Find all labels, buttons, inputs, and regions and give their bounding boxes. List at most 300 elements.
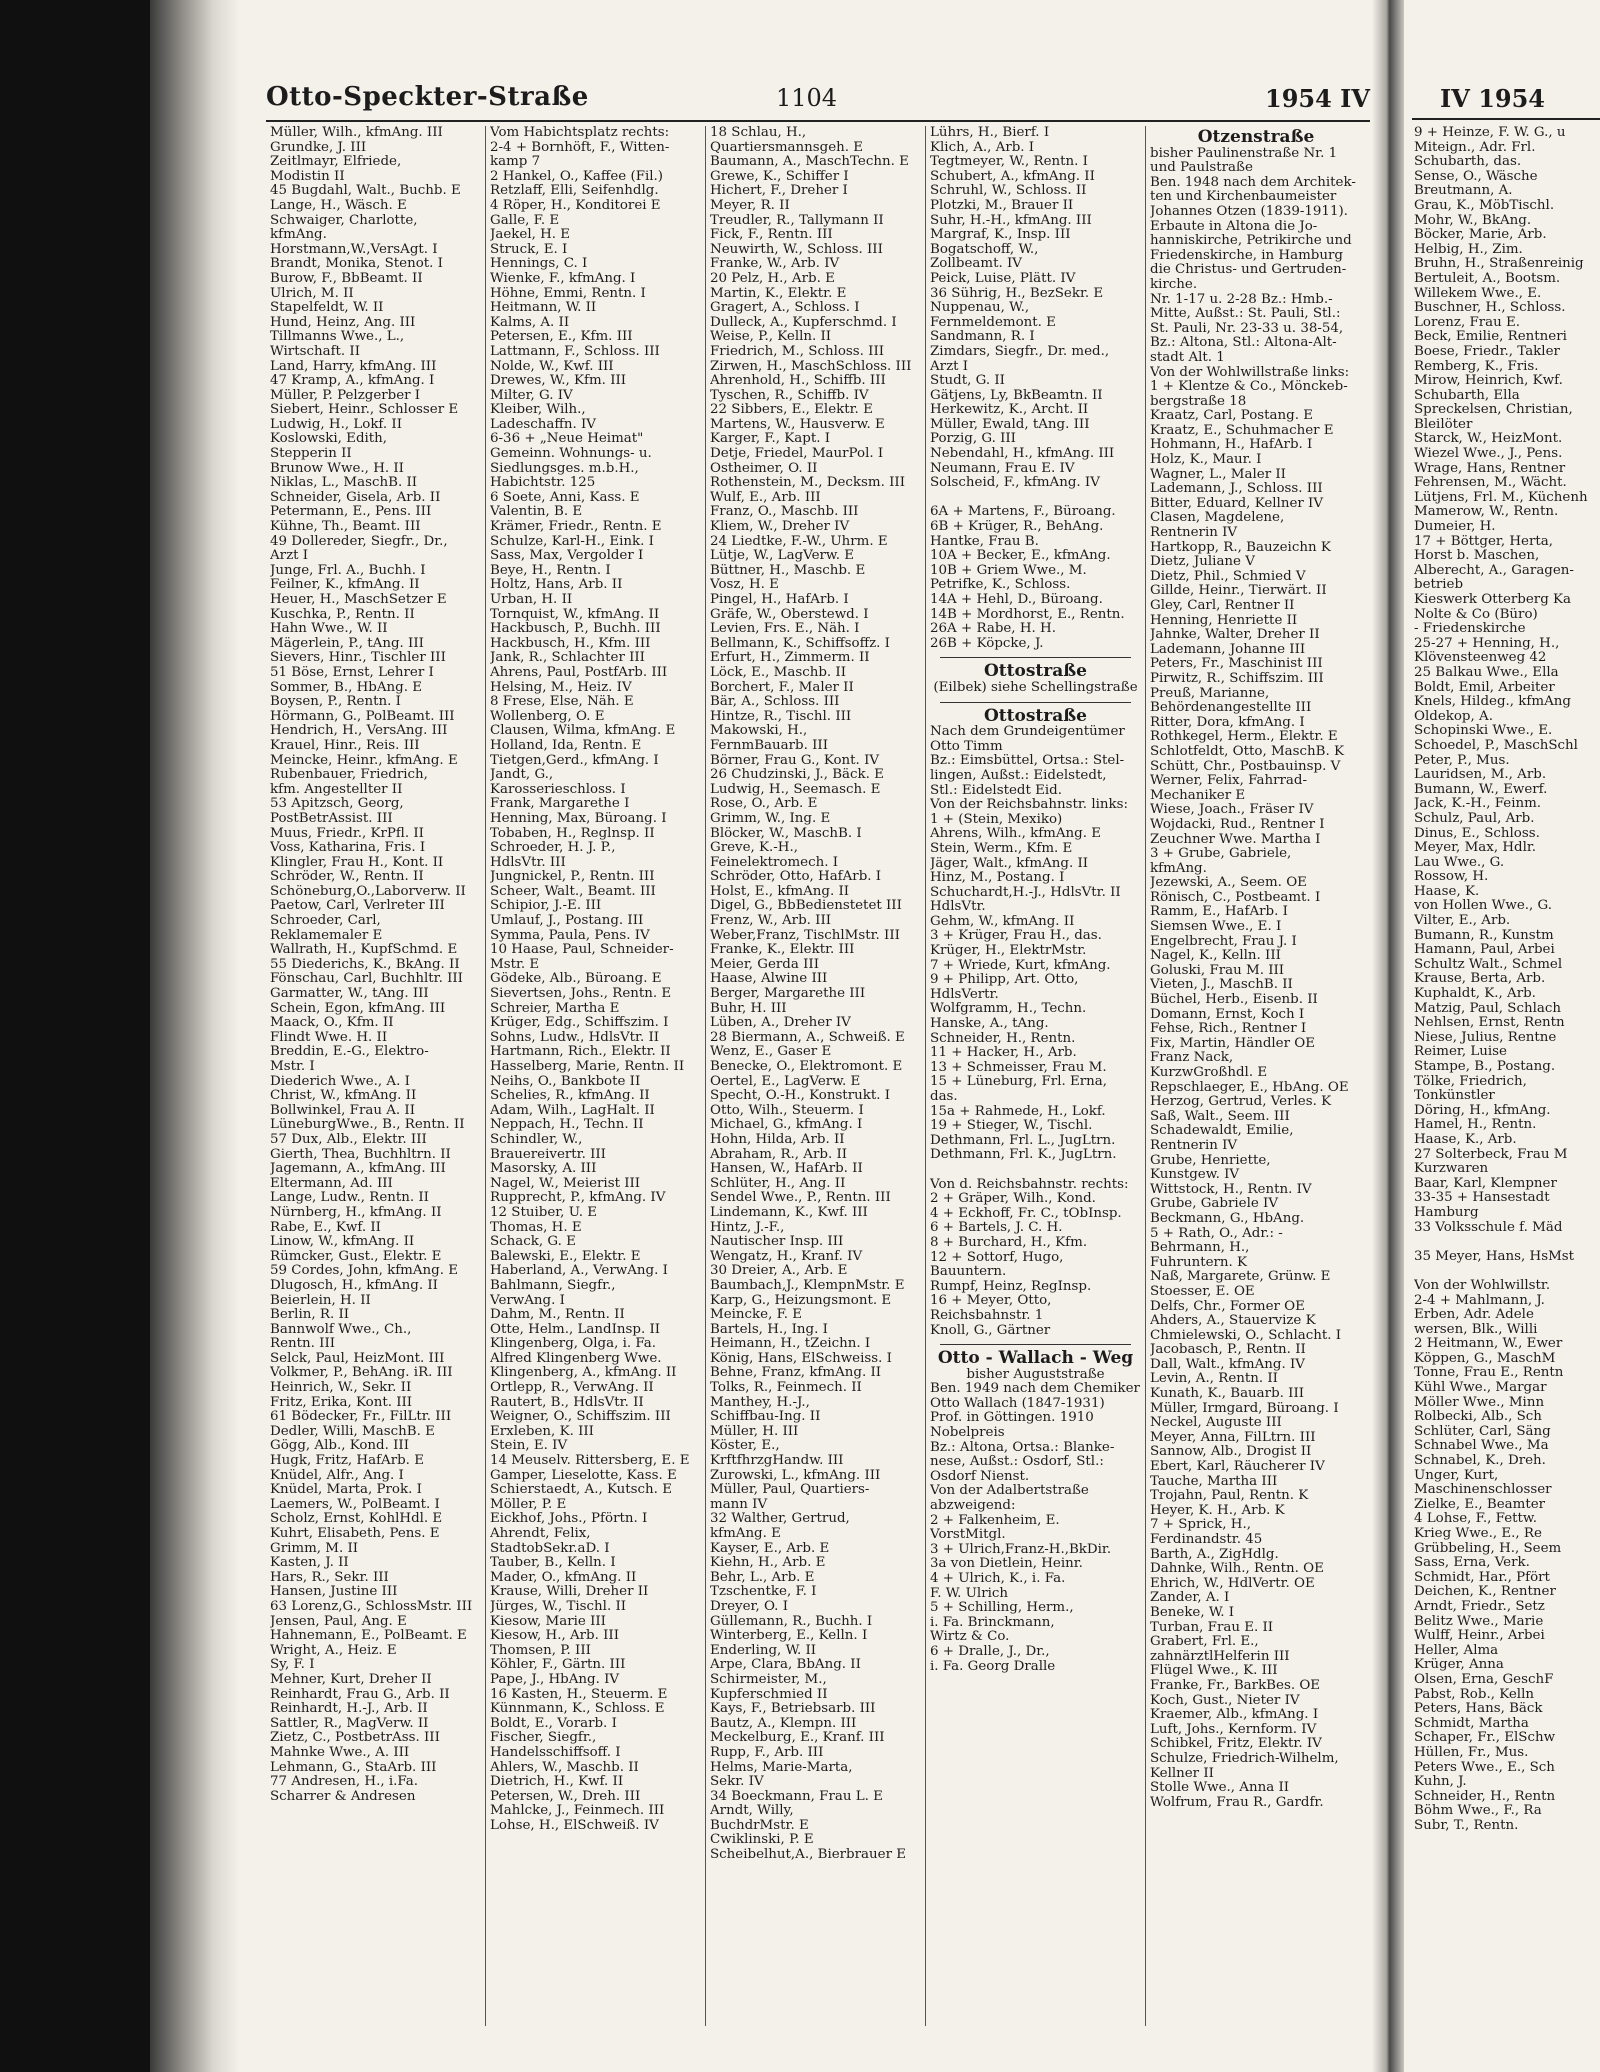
directory-entry: Heller, Alma [1414, 1643, 1499, 1658]
directory-entry: Feinelektromech. I [710, 855, 839, 870]
directory-entry: 3 + Grube, Gabriele, [1150, 847, 1292, 862]
directory-entry: Alberecht, A., Garagen- [1414, 563, 1574, 578]
directory-entry: Remberg, K., Fris. [1414, 359, 1539, 374]
directory-entry: Grimm, M. II [270, 1541, 359, 1556]
directory-entry: Stein, E. IV [490, 1439, 568, 1454]
directory-entry: Junge, Frl. A., Buchh. I [270, 563, 426, 578]
directory-entry: Schmidt, Martha [1414, 1716, 1529, 1731]
directory-entry: HdlsVertr. [930, 987, 999, 1002]
directory-entry: Sense, O., Wäsche [1414, 169, 1538, 184]
column-1 [266, 126, 486, 2026]
directory-entry: Rautert, B., HdlsVtr. II [490, 1395, 644, 1410]
directory-entry: Wolfrum, Frau R., Gardfr. [1150, 1795, 1324, 1810]
directory-entry: Hendrich, H., VersAng. III [270, 724, 448, 739]
directory-entry: Grube, Henriette, [1150, 1153, 1271, 1168]
directory-entry: Kays, F., Betriebsarb. III [710, 1702, 876, 1717]
directory-entry: i. Fa. Brinckmann, [930, 1615, 1055, 1630]
directory-entry: Nobelpreis [930, 1426, 1005, 1441]
directory-entry: betrieb [1414, 578, 1464, 593]
directory-page [242, 70, 1370, 2030]
directory-entry: Schierstaedt, A., Kutsch. E [490, 1483, 672, 1498]
directory-entry: Behördenangestellte III [1150, 701, 1312, 716]
directory-entry: lingen, Außst.: Eidelstedt, [930, 768, 1107, 783]
directory-entry: StadtobSekr.aD. I [490, 1541, 610, 1556]
directory-entry: 25 Balkau Wwe., Ella [1414, 665, 1559, 680]
directory-entry: Kieswerk Otterberg Ka [1414, 593, 1572, 607]
directory-entry: 26A + Rabe, H. H. [930, 622, 1056, 637]
directory-entry: Retzlaff, Elli, Seifenhdlg. [490, 184, 659, 199]
directory-entry: Levien, Frs. E., Näh. I [710, 622, 860, 637]
directory-entry: Breutmann, A. [1414, 184, 1513, 199]
directory-entry: Reimer, Luise [1414, 1045, 1507, 1060]
directory-entry: 2-4 + Mahlmann, J. [1414, 1293, 1545, 1308]
directory-entry: stadt Alt. 1 [1150, 350, 1225, 365]
directory-entry: Mstr. I [270, 1060, 315, 1074]
directory-entry: Oldekop, A. [1414, 709, 1493, 724]
directory-entry: Diederich Wwe., A. I [270, 1074, 410, 1089]
directory-entry: 63 Lorenz,G., SchlossMstr. III [270, 1599, 473, 1614]
directory-entry: Martin, K., Elektr. E [710, 286, 847, 301]
directory-entry: Dietz, Juliane V [1150, 555, 1255, 570]
directory-entry: Hintz, J.-F., [710, 1220, 785, 1235]
directory-entry: Zielke, E., Beamter [1414, 1497, 1546, 1512]
directory-entry: Wojdacki, Rud., Rentner I [1150, 817, 1325, 832]
directory-entry: Köhler, F., Gärtn. III [490, 1658, 626, 1673]
directory-entry: Stapelfeldt, W. II [270, 301, 384, 316]
directory-entry: 10 Haase, Paul, Schneider- [490, 943, 674, 958]
directory-entry: Wienke, F., kfmAng. I [490, 271, 636, 286]
directory-entry: Ladeschaffn. IV [490, 417, 596, 432]
directory-entry: Wulf, E., Arb. III [710, 490, 821, 505]
directory-entry: Olsen, Erna, GeschF [1414, 1672, 1554, 1687]
directory-entry: Otto Timm [930, 739, 1003, 754]
directory-entry: St. Pauli, Nr. 23-33 u. 38-54, [1150, 321, 1344, 336]
directory-entry: Mstr. E [490, 957, 540, 972]
directory-entry: Rabe, E., Kwf. II [270, 1220, 381, 1235]
directory-entry: 11 + Hacker, H., Arb. [930, 1046, 1077, 1061]
directory-entry: Buhr, H. III [710, 1001, 787, 1016]
directory-entry: Friedenskirche, in Hamburg [1150, 248, 1343, 263]
directory-entry: Gemeinn. Wohnungs- u. [490, 447, 652, 462]
directory-entry: Holst, E., kfmAng. II [710, 884, 850, 899]
directory-entry: Galle, F. E [490, 213, 560, 228]
directory-entry: Kliem, W., Dreher IV [710, 520, 850, 535]
directory-entry: Belitz Wwe., Marie [1414, 1614, 1544, 1629]
directory-entry: Ahrenhold, H., Schiffb. III [710, 374, 886, 389]
directory-entry: Barth, A., ZigHdlg. [1150, 1547, 1279, 1562]
directory-entry: Martens, W., Hausverw. E [710, 417, 885, 432]
directory-entry: Mahnke Wwe., A. III [270, 1745, 410, 1760]
directory-entry: Garmatter, W., tAng. III [270, 987, 429, 1002]
directory-entry: bisher Paulinenstraße Nr. 1 [1150, 146, 1338, 161]
directory-entry: Weber,Franz, TischlMstr. III [710, 928, 900, 943]
directory-entry: Ben. 1948 nach dem Architek- [1150, 175, 1356, 190]
directory-entry: Bogatschoff, W., [930, 242, 1039, 257]
directory-entry: Haase, Alwine III [710, 972, 828, 987]
directory-entry: Stein, Werm., Kfm. E [930, 841, 1073, 856]
directory-entry: Heyer, K. H., Arb. K [1150, 1503, 1285, 1518]
directory-entry: Sass, Erna, Verk. [1414, 1556, 1530, 1571]
directory-entry: 36 Sührig, H., BezSekr. E [930, 286, 1104, 301]
directory-entry: Hintze, R., Tischl. III [710, 709, 852, 724]
directory-entry: Plotzki, M., Brauer II [930, 198, 1074, 213]
directory-entry: Gierth, Thea, Buchhltrn. II [270, 1147, 451, 1162]
directory-entry: Börner, Frau G., Kont. IV [710, 753, 880, 768]
directory-entry: Meier, Gerda III [710, 957, 819, 972]
directory-entry: Schneider, Gisela, Arb. II [270, 490, 441, 505]
directory-entry: Schultz Walt., Schmel [1414, 957, 1563, 972]
directory-entry: Voss, Katharina, Fris. I [270, 841, 426, 856]
directory-entry: Holland, Ida, Rentn. E [490, 738, 642, 753]
directory-entry: Rolbecki, Alb., Sch [1414, 1410, 1542, 1425]
directory-entry: Rentnerin IV [1150, 526, 1238, 541]
directory-entry: FernmBauarb. III [710, 738, 828, 753]
directory-entry: Franke, W., Arb. IV [710, 257, 840, 272]
directory-entry: Flindt Wwe. H. II [270, 1030, 388, 1045]
directory-entry: Saß, Walt., Seem. III [1150, 1109, 1290, 1124]
directory-entry: Tauche, Martha III [1150, 1474, 1278, 1489]
directory-entry: Karp, G., Heizungsmont. E [710, 1293, 892, 1308]
directory-entry: Stoesser, E. OE [1150, 1284, 1255, 1299]
directory-entry: Breddin, E.-G., Elektro- [270, 1045, 429, 1060]
directory-entry: Tauber, B., Kelln. I [490, 1556, 616, 1571]
directory-entry: Suhr, H.-H., kfmAng. III [930, 213, 1092, 228]
directory-entry: Petersen, W., Dreh. III [490, 1789, 641, 1804]
directory-entry: Naß, Margarete, Grünw. E [1150, 1270, 1331, 1285]
directory-entry: Dlugosch, H., kfmAng. II [270, 1278, 438, 1293]
directory-entry: Zurowski, L., kfmAng. III [710, 1468, 881, 1483]
directory-entry: Turban, Frau E. II [1150, 1620, 1274, 1635]
directory-entry: Starck, W., HeizMont. [1414, 432, 1563, 447]
directory-entry: Schindler, W., [490, 1132, 583, 1147]
column-4 [926, 126, 1146, 2026]
directory-entry: Manthey, H.-J., [710, 1395, 810, 1410]
directory-entry: Eickhof, Johs., Pförtn. I [490, 1512, 648, 1527]
directory-entry: Dinus, E., Schloss. [1414, 826, 1540, 841]
directory-entry: Böhm Wwe., F., Ra [1414, 1804, 1542, 1819]
directory-entry: Bollwinkel, Frau A. II [270, 1103, 415, 1118]
directory-entry: Tonkünstler [1414, 1089, 1495, 1104]
directory-entry: Dedler, Willi, MaschB. E [270, 1424, 435, 1439]
directory-entry: 16 + Meyer, Otto, [930, 1294, 1052, 1309]
directory-entry: 33 Volksschule f. Mäd [1414, 1220, 1563, 1235]
directory-entry: 34 Boeckmann, Frau L. E [710, 1789, 883, 1804]
directory-entry: Johannes Otzen (1839-1911). [1150, 204, 1348, 219]
directory-entry: Herkewitz, K., Archt. II [930, 403, 1089, 418]
directory-entry: Jäger, Walt., kfmAng. II [930, 856, 1089, 871]
directory-entry: Schneider, H., Rentn [1414, 1789, 1556, 1804]
directory-entry: Jack, K.-H., Feinm. [1414, 797, 1542, 812]
directory-entry: Winterberg, E., Kelln. I [710, 1629, 868, 1644]
directory-entry: Sannow, Alb., Drogist II [1150, 1445, 1312, 1460]
directory-entry: Fix, Martin, Händler OE [1150, 1036, 1316, 1051]
directory-entry: kfmAng. [270, 228, 327, 243]
column-5 [1146, 126, 1366, 2026]
directory-entry: Borchert, F., Maler II [710, 680, 854, 695]
directory-entry: BuchdrMstr. E [710, 1818, 809, 1833]
directory-entry: 14B + Mordhorst, E., Rentn. [930, 607, 1125, 622]
directory-entry: Flügel Wwe., K. III [1150, 1664, 1278, 1679]
directory-entry: von Hollen Wwe., G. [1414, 899, 1553, 914]
directory-entry: Erxleben, K. III [490, 1424, 594, 1439]
directory-entry: Heitmann, W. II [490, 301, 597, 316]
directory-entry: Weigner, O., Schiffszim. III [490, 1410, 671, 1425]
directory-entry: Gley, Carl, Rentner II [1150, 599, 1295, 613]
directory-entry: Helsing, M., Heiz. IV [490, 680, 632, 695]
directory-entry: Rose, O., Arb. E [710, 797, 818, 812]
directory-entry: Stepperin II [270, 447, 352, 462]
directory-entry: und Paulstraße [1150, 161, 1253, 176]
directory-entry: kamp 7 [490, 155, 541, 170]
directory-entry: Feilner, K., kfmAng. II [270, 578, 420, 593]
directory-entry: Krause, Willi, Dreher II [490, 1585, 649, 1600]
directory-entry: Hackbusch, P., Buchh. III [490, 622, 661, 637]
directory-entry: Specht, O.-H., Konstrukt. I [710, 1089, 891, 1104]
directory-entry: Schroeder, Carl, [270, 914, 381, 929]
directory-entry: Siedlungsges. m.b.H., [490, 461, 639, 476]
directory-entry: Bahlmann, Siegfr., [490, 1278, 616, 1293]
directory-entry: Willekem Wwe., E. [1414, 286, 1542, 301]
directory-entry: Oertel, E., LagVerw. E [710, 1074, 861, 1089]
directory-entry: Reichsbahnstr. 1 [930, 1308, 1044, 1323]
directory-entry: Schreier, Martha E [490, 1001, 620, 1016]
directory-entry: Büttner, H., Maschb. E [710, 563, 866, 578]
directory-entry: Neuwirth, W., Schloss. III [710, 242, 883, 257]
directory-entry: Bertuleit, A., Bootsm. [1414, 271, 1561, 286]
directory-entry: Ahrens, Paul, PostfArb. III [490, 665, 668, 680]
directory-entry: Wirtz & Co. [930, 1630, 1010, 1645]
directory-entry: Hohmann, H., HafArb. I [1150, 438, 1313, 453]
directory-entry: Erbaute in Altona die Jo- [1150, 219, 1318, 234]
directory-entry: Scheer, Walt., Beamt. III [490, 884, 656, 899]
directory-entry: Gräfe, W., Oberstewd. I [710, 607, 869, 622]
directory-entry: Kraatz, E., Schuhmacher E [1150, 423, 1334, 438]
directory-entry: Müller, Irmgard, Büroang. I [1150, 1401, 1339, 1416]
directory-entry: Ludwig, H., Lokf. II [270, 417, 403, 432]
directory-entry: Krüger, H., ElektrMstr. [930, 944, 1087, 959]
directory-entry: Schoedel, P., MaschSchl [1414, 738, 1578, 753]
directory-entry: Prof. in Göttingen. 1910 [930, 1411, 1094, 1426]
directory-entry: Arzt I [930, 359, 969, 374]
directory-entry: Neumann, Frau E. IV [930, 461, 1075, 476]
directory-entry: 9 + Philipp, Art. Otto, [930, 973, 1079, 988]
directory-entry: Preuß, Marianne, [1150, 686, 1270, 701]
directory-entry: Volkmer, P., BehAng. iR. III [270, 1366, 453, 1381]
directory-entry: Kuschka, P., Rentn. II [270, 607, 415, 622]
directory-entry: Delfs, Chr., Former OE [1150, 1299, 1305, 1314]
directory-entry: Ebert, Karl, Räucherer IV [1150, 1460, 1325, 1475]
directory-entry: Dietz, Phil., Schmied V [1150, 569, 1306, 584]
directory-entry: abzweigend: [930, 1499, 1016, 1514]
directory-entry: Schlüter, H., Ang. II [710, 1176, 846, 1191]
directory-entry: Scheibelhut,A., Bierbrauer E [710, 1848, 906, 1863]
directory-entry: Rümcker, Gust., Elektr. E [270, 1249, 442, 1264]
directory-entry: Wiese, Joach., Fräser IV [1150, 803, 1314, 818]
directory-entry: Ulrich, M. II [270, 286, 354, 301]
directory-entry: Lademann, J., Schloss. III [1150, 482, 1323, 497]
directory-entry: Berger, Margarethe III [710, 987, 866, 1002]
directory-entry: Matzig, Paul, Schlach [1414, 1001, 1561, 1016]
directory-entry: Hennings, C. I [490, 257, 588, 272]
directory-entry: Stampe, B., Postang. [1414, 1060, 1556, 1074]
directory-entry: Balewski, E., Elektr. E [490, 1249, 641, 1264]
directory-entry: Schroeder, H. J. P., [490, 841, 616, 856]
directory-entry: Paetow, Carl, Verlreter III [270, 899, 445, 914]
directory-entry: Bauuntern. [930, 1265, 1007, 1280]
directory-entry: Klich, A., Arb. I [930, 140, 1035, 155]
directory-entry: Bruhn, H., Straßenreinig [1414, 257, 1584, 272]
directory-entry: Rumpf, Heinz, RegInsp. [930, 1279, 1092, 1294]
book-gutter [1372, 0, 1404, 2072]
directory-entry: Ortlepp, R., VerwAng. II [490, 1381, 654, 1396]
directory-entry: Ahrendt, Felix, [490, 1527, 591, 1541]
directory-entry: Enderling, W. II [710, 1643, 817, 1658]
directory-entry: Lohse, H., ElSchweiß. IV [490, 1818, 659, 1833]
directory-entry: Levin, A., Rentn. II [1150, 1372, 1278, 1387]
directory-entry: Gögg, Alb., Kond. III [270, 1439, 409, 1454]
directory-entry: Krauel, Hinr., Reis. III [270, 738, 420, 753]
directory-entry: 20 Pelz, H., Arb. E [710, 271, 835, 286]
directory-entry: Boldt, Emil, Arbeiter [1414, 680, 1555, 695]
directory-entry: Arzt I [270, 549, 309, 564]
directory-entry: 6 + Dralle, J., Dr., [930, 1644, 1050, 1659]
directory-entry: Meyer, Max, Hdlr. [1414, 841, 1537, 856]
directory-entry: Grewe, K., Schiffer I [710, 169, 849, 184]
directory-entry: 10B + Griem Wwe., M. [930, 563, 1087, 578]
directory-entry: Knoll, G., Gärtner [930, 1323, 1051, 1338]
directory-entry: Lademann, Johanne III [1150, 642, 1306, 657]
directory-entry: Hamburg [1414, 1205, 1479, 1220]
directory-entry: Nach dem Grundeigentümer [930, 725, 1125, 740]
directory-entry: Bz.: Eimsbüttel, Ortsa.: Stel- [930, 754, 1125, 769]
directory-entry: 3 + Krüger, Frau H., das. [930, 929, 1102, 944]
directory-entry: Grimm, W., Ing. E [710, 811, 831, 826]
directory-entry [1414, 1235, 1600, 1250]
directory-entry: KrftfhrzgHandw. III [710, 1454, 844, 1469]
directory-entry: Meyer, R. II [710, 198, 790, 213]
directory-entry: Frenz, W., Arb. III [710, 914, 832, 929]
directory-entry: Handelsschiffsoff. I [490, 1745, 621, 1760]
directory-entry: Brandt, Monika, Stenot. I [270, 257, 443, 272]
directory-entry: Petersen, E., Kfm. III [490, 330, 633, 345]
directory-entry: Baumbach,J., KlempnMstr. E [710, 1278, 905, 1293]
directory-entry: 2 Hankel, O., Kaffee (Fil.) [490, 169, 664, 184]
directory-entry: Unger, Kurt, [1414, 1468, 1499, 1483]
directory-entry: Lattmann, F., Schloss. III [490, 344, 660, 359]
directory-entry: Dahnke, Wilh., Rentn. OE [1150, 1562, 1324, 1577]
directory-entry: 2 + Gräper, Wilh., Kond. [930, 1192, 1096, 1207]
directory-entry: Dietrich, H., Kwf. II [490, 1775, 624, 1790]
directory-entry: Franz Nack, [1150, 1051, 1234, 1066]
directory-entry: Mitte, Außst.: St. Pauli, Stl.: [1150, 307, 1341, 322]
directory-entry: Döring, H., kfmAng. [1414, 1103, 1551, 1118]
directory-entry: Siemsen Wwe., E. I [1150, 920, 1282, 935]
directory-entry: Fehrensen, M., Wächt. [1414, 476, 1567, 491]
directory-entry: 6A + Martens, F., Büroang. [930, 505, 1116, 520]
directory-entry: Höhne, Emmi, Rentn. I [490, 286, 646, 301]
directory-entry: Linow, W., kfmAng. II [270, 1235, 415, 1250]
directory-entry: PostBetrAssist. III [270, 811, 393, 826]
directory-entry: Mechaniker E [1150, 788, 1246, 803]
directory-entry: Nebendahl, H., kfmAng. III [930, 447, 1115, 462]
directory-entry: HdlsVtr. III [490, 855, 566, 870]
directory-entry: Friedrich, M., Schloss. III [710, 344, 885, 359]
directory-entry: Heinrich, W., Sekr. II [270, 1381, 412, 1396]
directory-entry: Mohr, W., BkAng. [1414, 213, 1532, 228]
directory-entry: 9 + Heinze, F. W. G., u [1414, 126, 1566, 140]
directory-entry: Benecke, O., Elektromont. E [710, 1060, 903, 1074]
directory-entry: Michael, G., kfmAng. I [710, 1118, 863, 1133]
directory-entry: 5 + Rath, O., Adr.: - [1150, 1226, 1283, 1241]
directory-entry: Nuppenau, W., [930, 301, 1030, 316]
directory-entry: Struck, E. I [490, 242, 568, 257]
directory-entry: Peick, Luise, Plätt. IV [930, 271, 1076, 286]
facing-page-body [1404, 126, 1600, 1833]
directory-entry: Symma, Paula, Pens. IV [490, 928, 650, 943]
directory-entry: Fick, F., Rentn. III [710, 228, 833, 243]
directory-entry: Klingenberg, Olga, i. Fa. [490, 1337, 657, 1352]
directory-entry: Beierlein, H. II [270, 1293, 371, 1308]
directory-entry: Heimann, H., tZeichn. I [710, 1337, 871, 1352]
directory-entry: Quartiersmannsgeh. E [710, 140, 864, 155]
directory-entry: Studt, G. II [930, 374, 1005, 389]
scan-binding-edge [0, 0, 150, 2072]
directory-entry: Sekr. IV [710, 1775, 764, 1790]
directory-entry: Arndt, Willy, [710, 1804, 794, 1819]
directory-entry: Frank, Margarethe I [490, 797, 630, 812]
directory-entry: Grabert, Frl. E., [1150, 1635, 1259, 1650]
directory-entry: Peters, Fr., Maschinist III [1150, 657, 1323, 672]
directory-entry: Schnabel Wwe., Ma [1414, 1439, 1549, 1454]
directory-entry: Müller, Ewald, tAng. III [930, 417, 1090, 432]
directory-entry: 4 Röper, H., Konditorei E [490, 198, 661, 213]
directory-entry: zahnärztlHelferin III [1150, 1649, 1290, 1664]
directory-entry: Zietz, C., PostbetrAss. III [270, 1731, 440, 1746]
directory-entry: Horstmann,W.,VersAgt. I [270, 242, 438, 257]
directory-entry: 57 Dux, Alb., Elektr. III [270, 1132, 427, 1147]
directory-entry: Sy, F. I [270, 1658, 315, 1673]
directory-entry: Henning, Max, Büroang. I [490, 811, 667, 826]
directory-entry: Hichert, F., Dreher I [710, 184, 848, 199]
directory-entry: Wengatz, H., Kranf. IV [710, 1249, 863, 1264]
column-2 [486, 126, 706, 2026]
directory-entry: Lorenz, Frau E. [1414, 315, 1521, 330]
directory-entry: Kleiber, Wilh., [490, 403, 586, 418]
directory-entry: Lütjens, Frl. M., Küchenh [1414, 490, 1588, 505]
directory-entry: Petrifke, K., Schloss. [930, 578, 1071, 593]
directory-entry: 33-35 + Hansestadt [1414, 1191, 1550, 1206]
directory-entry: Schulze, Friedrich-Wilhelm, [1150, 1751, 1339, 1766]
directory-entry: Tzschentke, F. I [710, 1585, 817, 1600]
directory-entry: Tonne, Frau E., Rentn [1414, 1366, 1564, 1381]
directory-entry: Haase, K., Arb. [1414, 1132, 1517, 1147]
directory-entry: Neihs, O., Bankbote II [490, 1074, 641, 1089]
directory-entry: Tobaben, H., Reglnsp. II [490, 826, 655, 841]
directory-entry: 35 Meyer, Hans, HsMst [1414, 1249, 1575, 1264]
directory-entry: Peters, Hans, Bäck [1414, 1702, 1543, 1717]
directory-entry: Maack, O., Kfm. II [270, 1016, 394, 1031]
directory-entry: 15 + Lüneburg, Frl. Erna, [930, 1075, 1108, 1090]
directory-entry: Behr, L., Arb. E [710, 1570, 815, 1585]
directory-entry: 2 + Falkenheim, E. [930, 1513, 1060, 1528]
directory-entry: Pirwitz, R., Schiffszim. III [1150, 671, 1324, 686]
directory-entry: Pingel, H., HafArb. I [710, 593, 849, 607]
directory-entry: Fischer, Siegfr., [490, 1731, 597, 1746]
directory-entry: Jürges, W., Tischl. II [490, 1599, 627, 1614]
directory-entry: Ahlers, W., Maschb. II [490, 1760, 639, 1775]
directory-entry: Ben. 1949 nach dem Chemiker [930, 1382, 1140, 1397]
directory-entry: Blöcker, W., MaschB. I [710, 826, 862, 841]
